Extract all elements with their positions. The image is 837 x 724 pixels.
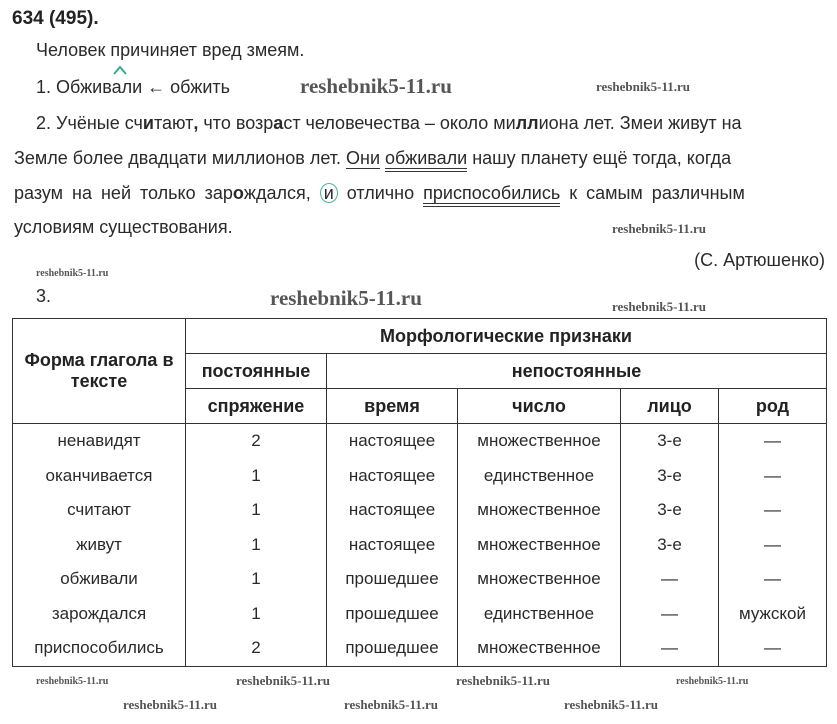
predicate: приспособились (423, 183, 560, 207)
cell-tense: настоящее (327, 459, 458, 494)
watermark: reshebnik5-11.ru (456, 673, 551, 688)
cell-person: 3-е (621, 424, 719, 459)
cell-person: — (621, 562, 719, 597)
table-row (13, 424, 827, 459)
cell-verb: обживали (13, 562, 186, 597)
watermark: reshebnik5-11.ru (676, 676, 749, 687)
cell-gender: мужской (719, 597, 827, 632)
predicate: обживали (385, 148, 467, 172)
watermark: reshebnik5-11.ru (270, 286, 422, 310)
exercise-number: 634 (495). (12, 8, 99, 29)
cell-verb: ненавидят (13, 424, 186, 459)
cell-tense: настоящее (327, 424, 458, 459)
cell-number: множественное (458, 528, 621, 563)
watermark: reshebnik5-11.ru (36, 268, 109, 279)
cell-tense: прошедшее (327, 631, 458, 666)
cell-person: — (621, 597, 719, 632)
table-row (13, 528, 827, 563)
cell-conjugation: 1 (186, 562, 327, 597)
cell-verb: оканчивается (13, 459, 186, 494)
cell-verb: живут (13, 528, 186, 563)
root-caret-mark-icon (112, 65, 128, 75)
item-2-line-3: разум на ней только зарождался, и отлично приспособились к самым различным (14, 183, 745, 204)
header-verb-form: Форма глагола в тексте (13, 319, 186, 424)
col-number: число (458, 389, 621, 424)
cell-number: множественное (458, 631, 621, 666)
cell-number: множественное (458, 493, 621, 528)
col-tense: время (327, 389, 458, 424)
cell-gender: — (719, 562, 827, 597)
watermark: reshebnik5-11.ru (596, 79, 691, 94)
cell-number: множественное (458, 424, 621, 459)
watermark: reshebnik5-11.ru (300, 74, 452, 98)
table-row (13, 493, 827, 528)
cell-tense: настоящее (327, 528, 458, 563)
cell-gender: — (719, 459, 827, 494)
watermark: reshebnik5-11.ru (236, 673, 331, 688)
item-1 (36, 77, 230, 98)
col-person: лицо (621, 389, 719, 424)
item-3: 3. (36, 286, 52, 306)
cell-number: множественное (458, 562, 621, 597)
title-sentence: Человек причиняет вред змеям. (36, 40, 305, 60)
watermark: reshebnik5-11.ru (612, 221, 707, 236)
table-row (13, 597, 827, 632)
conjunction-circled: и (320, 183, 338, 203)
item-2-line-2: Земле более двадцати миллионов лет. Они обживали нашу планету ещё тогда, когда (14, 148, 731, 169)
cell-person: 3-е (621, 528, 719, 563)
verb-morphology-table (12, 318, 827, 667)
cell-number: единственное (458, 459, 621, 494)
watermark: reshebnik5-11.ru (36, 676, 109, 687)
table-row (13, 631, 827, 666)
watermark: reshebnik5-11.ru (344, 697, 439, 712)
col-conjugation: спряжение (186, 389, 327, 424)
cell-tense: прошедшее (327, 597, 458, 632)
watermark: reshebnik5-11.ru (123, 697, 218, 712)
cell-number: единственное (458, 597, 621, 632)
table-row (13, 459, 827, 494)
cell-person: — (621, 631, 719, 666)
item-prefix: 1. (36, 77, 57, 97)
arrow: ← (142, 77, 171, 97)
cell-verb: зарождался (13, 597, 186, 632)
subject: Они (346, 148, 381, 168)
cell-verb: считают (13, 493, 186, 528)
cell-conjugation: 1 (186, 493, 327, 528)
cell-gender: — (719, 631, 827, 666)
cell-conjugation: 1 (186, 597, 327, 632)
cell-conjugation: 2 (186, 631, 327, 666)
watermark: reshebnik5-11.ru (564, 697, 659, 712)
word: Обживали (56, 77, 143, 97)
cell-gender: — (719, 493, 827, 528)
author: (С. Артюшенко) (694, 250, 825, 270)
cell-conjugation: 2 (186, 424, 327, 459)
cell-tense: настоящее (327, 493, 458, 528)
header-morph: Морфологические признаки (186, 319, 827, 354)
watermark: reshebnik5-11.ru (612, 299, 707, 314)
item-2-line-4: условиям существования. (14, 217, 233, 237)
cell-gender: — (719, 424, 827, 459)
header-nonconstant: непостоянные (327, 354, 827, 389)
item-2-line-1: 2. Учёные считают, что возраст человечества – около миллиона лет. Змеи живут на (36, 113, 742, 133)
col-gender: род (719, 389, 827, 424)
cell-conjugation: 1 (186, 528, 327, 563)
cell-conjugation: 1 (186, 459, 327, 494)
table-row (13, 562, 827, 597)
base-word: обжить (170, 77, 231, 97)
cell-verb: приспособились (13, 631, 186, 666)
cell-person: 3-е (621, 493, 719, 528)
cell-person: 3-е (621, 459, 719, 494)
cell-tense: прошедшее (327, 562, 458, 597)
cell-gender: — (719, 528, 827, 563)
header-constant: постоянные (186, 354, 327, 389)
